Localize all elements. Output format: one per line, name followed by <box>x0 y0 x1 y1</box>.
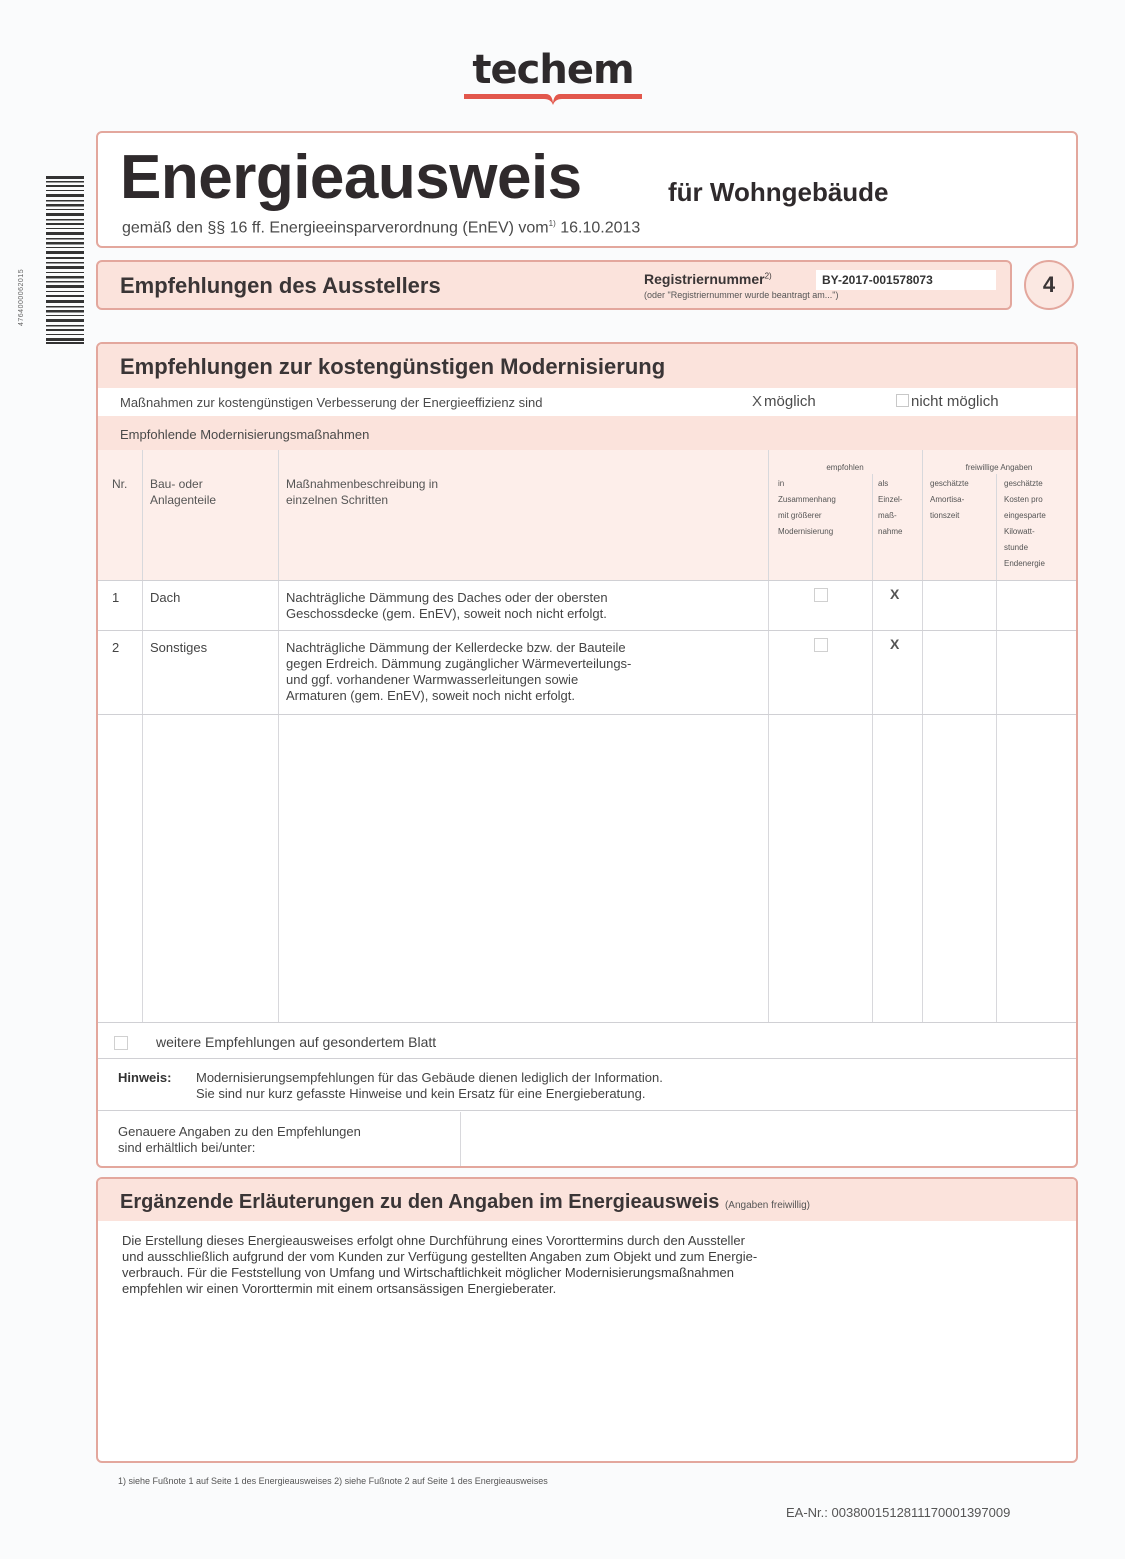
ea-number: EA-Nr.: 0038001512811170001397009 <box>786 1505 1011 1520</box>
details-line: sind erhältlich bei/unter: <box>118 1140 256 1155</box>
law-date: 16.10.2013 <box>560 219 641 237</box>
row-bauteil: Sonstiges <box>150 640 208 655</box>
table-header <box>98 450 1076 580</box>
registration-number-field[interactable]: BY-2017-001578073 <box>816 270 996 290</box>
col-zusammenhang-line: mit größerer <box>778 511 822 520</box>
col-einzel-line: als <box>878 479 889 488</box>
option-possible[interactable] <box>752 393 816 410</box>
col-kosten-line: geschätzte <box>1004 479 1043 488</box>
col-bauteil-line2: Anlagenteile <box>150 493 217 507</box>
section-title: Empfehlungen des Ausstellers <box>120 273 441 298</box>
option-possible-label: möglich <box>764 393 816 410</box>
recommendations-header <box>98 344 1076 388</box>
details-line: Genauere Angaben zu den Empfehlungen <box>118 1124 361 1139</box>
table-divider <box>768 450 769 1022</box>
page-title: Energieausweis <box>120 143 582 212</box>
registration-note: (oder "Registriernummer wurde beantragt am...") <box>644 290 839 300</box>
einzel-checked-x-icon[interactable]: X <box>890 586 900 602</box>
unchecked-checkbox-icon <box>896 394 909 407</box>
col-kosten-line: Endenergie <box>1004 559 1045 568</box>
hint-line: Modernisierungsempfehlungen für das Gebäude dienen lediglich der Information. <box>196 1070 663 1085</box>
col-beschreibung-line2: einzelnen Schritten <box>286 493 389 507</box>
col-amortisation-line: geschätzte <box>930 479 969 488</box>
divider <box>98 1110 1076 1111</box>
col-einzel-line: maß- <box>878 511 897 520</box>
logo-text: techem <box>472 47 634 93</box>
col-kosten-line: eingesparte <box>1004 511 1046 520</box>
recommended-measures-label: Empfohlende Modernisierungsmaßnahmen <box>120 427 370 442</box>
col-zusammenhang-line: in <box>778 479 785 488</box>
details-row <box>98 1112 1076 1168</box>
title-box <box>96 131 1078 248</box>
table-divider <box>98 630 1076 631</box>
checked-x-icon: X <box>752 393 763 410</box>
hint-label: Hinweis: <box>118 1070 172 1085</box>
table-divider <box>98 1022 1076 1023</box>
col-amortisation-line: Amortisa- <box>930 495 965 504</box>
col-einzel <box>878 476 902 540</box>
recommended-measures-row <box>98 416 1076 450</box>
registration-label-text: Registriernummer <box>644 271 765 287</box>
row-beschreibung-line: Nachträgliche Dämmung des Daches oder der obersten <box>286 590 608 605</box>
recommendations-title: Empfehlungen zur kostengünstigen Modernisierung <box>120 354 666 379</box>
col-nr: Nr. <box>112 477 128 491</box>
col-bauteil <box>150 476 216 508</box>
table-divider <box>278 450 279 1022</box>
divider <box>460 1112 461 1168</box>
page-subtitle: für Wohngebäude <box>668 177 889 207</box>
row-beschreibung-line: und ggf. vorhandener Warmwasserleitungen sowie <box>286 672 579 687</box>
barcode-number: 4764000062015 <box>18 268 25 326</box>
explanations-text <box>122 1233 1022 1297</box>
registration-label <box>644 271 772 287</box>
explanations-section <box>96 1177 1078 1463</box>
col-kosten-line: Kilowatt- <box>1004 527 1035 536</box>
row-nr: 1 <box>112 590 120 605</box>
zusammenhang-checkbox[interactable] <box>814 638 828 652</box>
row-beschreibung-line: gegen Erdreich. Dämmung zugänglicher Wärmeverteilungs- <box>286 656 632 671</box>
col-einzel-line: nahme <box>878 527 903 536</box>
col-beschreibung-line1: Maßnahmenbeschreibung in <box>286 477 439 491</box>
techem-logo <box>458 48 648 110</box>
hint-row <box>98 1060 1076 1112</box>
row-beschreibung <box>286 590 608 622</box>
section-header <box>96 260 1012 310</box>
row-nr: 2 <box>112 640 120 655</box>
row-bauteil: Dach <box>150 590 181 605</box>
col-zusammenhang-line: Zusammenhang <box>778 495 836 504</box>
table-divider <box>996 474 997 1022</box>
col-kosten-line: stunde <box>1004 543 1029 552</box>
recommendations-section <box>96 342 1078 1168</box>
col-amortisation <box>930 476 969 524</box>
col-empfohlen: empfohlen <box>826 463 864 472</box>
page-number-badge: 4 <box>1024 260 1074 310</box>
explanations-line: Die Erstellung dieses Energieausweises erfolgt ohne Durchführung eines Vororttermins durch den Aussteller <box>122 1233 745 1248</box>
col-beschreibung <box>286 476 438 508</box>
further-recommendations-checkbox[interactable] <box>114 1036 128 1050</box>
table-divider <box>922 450 923 1022</box>
col-zusammenhang-line: Modernisierung <box>778 527 834 536</box>
row-beschreibung <box>286 640 631 704</box>
col-kosten <box>1004 476 1046 572</box>
explanations-line: verbrauch. Für die Feststellung von Umfang und Wirtschaftlichkeit möglicher Modernisierungsmaßnahmen <box>122 1265 734 1280</box>
divider <box>98 1058 1076 1059</box>
further-recommendations-row <box>98 1026 1076 1058</box>
hint-text <box>196 1070 663 1102</box>
row-beschreibung-line: Geschossdecke (gem. EnEV), soweit noch nicht erfolgt. <box>286 606 607 621</box>
row-beschreibung-line: Armaturen (gem. EnEV), soweit noch nicht erfolgt. <box>286 688 576 703</box>
hint-line: Sie sind nur kurz gefasste Hinweise und kein Ersatz für eine Energieberatung. <box>196 1086 646 1101</box>
option-not-possible[interactable] <box>896 393 999 410</box>
table-divider <box>98 580 1076 581</box>
col-kosten-line: Kosten pro <box>1004 495 1043 504</box>
zusammenhang-checkbox[interactable] <box>814 588 828 602</box>
option-not-possible-label: nicht möglich <box>911 393 999 410</box>
table-divider <box>142 450 143 1022</box>
measures-possible-label: Maßnahmen zur kostengünstigen Verbesserung der Energieeffizienz sind <box>120 395 543 410</box>
details-field[interactable] <box>462 1112 1074 1168</box>
col-amortisation-line: tionszeit <box>930 511 960 520</box>
table-divider <box>872 474 873 1022</box>
measures-possible-row <box>98 388 1076 416</box>
col-bauteil-line1: Bau- oder <box>150 477 203 491</box>
law-reference <box>122 219 640 237</box>
table-divider <box>98 714 1076 715</box>
further-recommendations-label: weitere Empfehlungen auf gesondertem Blatt <box>156 1034 437 1050</box>
einzel-checked-x-icon[interactable]: X <box>890 636 900 652</box>
logo-swoosh-icon <box>462 92 644 106</box>
row-beschreibung-line: Nachträgliche Dämmung der Kellerdecke bzw. der Bauteile <box>286 640 626 655</box>
explanations-line: empfehlen wir einen Vororttermin mit einem ortsansässigen Energieberater. <box>122 1281 557 1296</box>
explanations-header <box>98 1179 1076 1221</box>
law-line: gemäß den §§ 16 ff. Energieeinsparverordnung (EnEV) vom <box>122 219 549 237</box>
explanations-note: (Angaben freiwillig) <box>724 1200 810 1211</box>
footnotes: 1) siehe Fußnote 1 auf Seite 1 des Energieausweises 2) siehe Fußnote 2 auf Seite 1 des Energieausweises <box>118 1476 548 1486</box>
col-zusammenhang <box>778 476 836 540</box>
col-einzel-line: Einzel- <box>878 495 903 504</box>
registration-footnote-mark: 2) <box>764 271 772 281</box>
barcode-icon <box>46 176 84 344</box>
details-label <box>118 1124 361 1156</box>
law-footnote-mark: 1) <box>548 219 556 228</box>
explanations-title <box>120 1191 810 1214</box>
explanations-line: und ausschließlich aufgrund der vom Kunden zur Verfügung gestellten Angaben zum Objekt und zum Energie- <box>122 1249 758 1264</box>
col-freiwillig: freiwillige Angaben <box>965 463 1033 472</box>
explanations-title-text: Ergänzende Erläuterungen zu den Angaben im Energieausweis <box>120 1191 720 1213</box>
